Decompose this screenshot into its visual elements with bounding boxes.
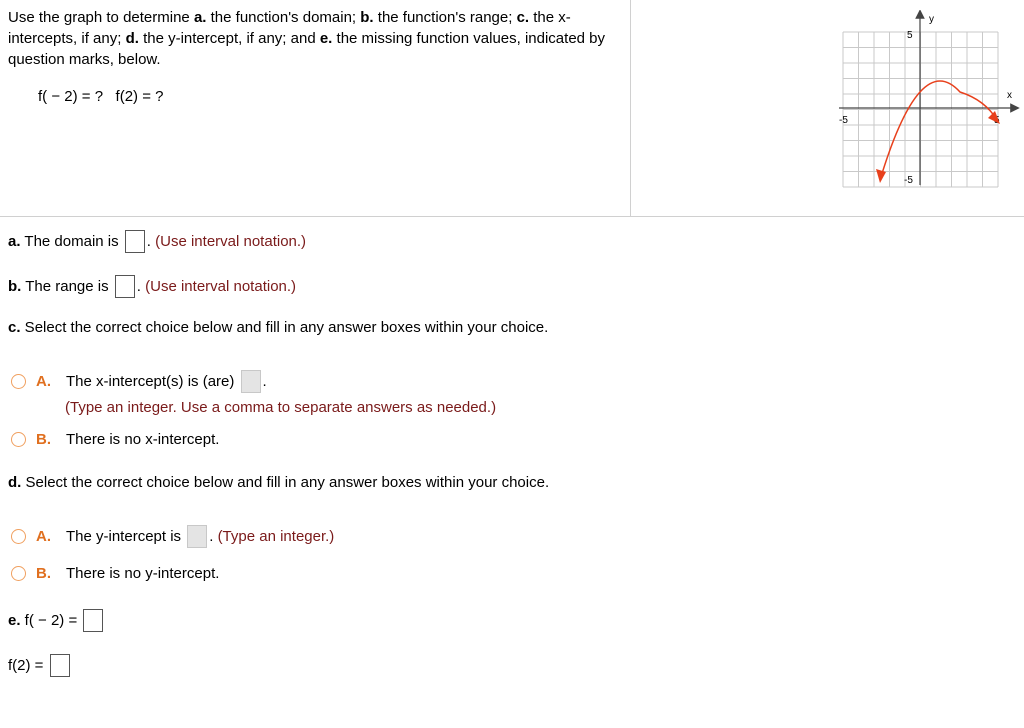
question-segment: the missing function values, indicated by question marks, below. <box>8 30 606 68</box>
choice-after: . <box>262 373 267 390</box>
f2-row <box>8 654 72 677</box>
label-b: b. <box>360 9 374 26</box>
part-c-prompt-text: Select the correct choice below and fill in any answer boxes within your choice. <box>20 319 549 336</box>
tick-label-neg-x: -5 <box>839 115 848 126</box>
y-axis-label: y <box>929 14 934 25</box>
question-segment: the function's range; <box>373 9 517 26</box>
part-d-prompt <box>8 474 549 491</box>
question-segment: the y-intercept, if any; and <box>138 30 320 47</box>
choice-after: . <box>209 528 218 545</box>
part-e-row <box>8 609 105 632</box>
part-a-hint: (Use interval notation.) <box>155 233 307 250</box>
choice-text: There is no x-intercept. <box>66 431 220 448</box>
domain-answer-box[interactable] <box>125 230 145 253</box>
part-c-choice-b[interactable] <box>11 431 219 448</box>
question-segment: Use the graph to determine <box>8 9 194 26</box>
function-curve <box>880 81 997 180</box>
range-answer-box[interactable] <box>115 275 135 298</box>
part-a-row <box>8 230 306 253</box>
part-a-after: . <box>146 233 156 250</box>
tick-label-pos-y: 5 <box>907 30 913 41</box>
choice-text: There is no y-intercept. <box>66 565 220 582</box>
y-intercept-answer-box[interactable] <box>187 525 207 548</box>
f2-label: f(2) = <box>8 657 48 674</box>
question-text <box>8 7 628 70</box>
f-neg2-answer-box[interactable] <box>83 609 103 632</box>
question-segment: the function's domain; <box>206 9 361 26</box>
part-c-label: c. <box>8 319 21 336</box>
label-a: a. <box>193 9 207 26</box>
part-b-hint: (Use interval notation.) <box>145 278 297 295</box>
radio-d-b[interactable] <box>11 566 26 581</box>
choice-letter: A. <box>36 528 51 545</box>
tick-label-neg-y: -5 <box>904 175 913 186</box>
radio-d-a[interactable] <box>11 529 26 544</box>
f-neg2-label: f( − 2) = <box>20 612 82 629</box>
label-d: d. <box>125 30 139 47</box>
part-b-text: The range is <box>21 278 113 295</box>
part-d-label: d. <box>8 474 22 491</box>
horizontal-divider <box>0 216 1024 217</box>
label-c: c. <box>516 9 530 26</box>
part-b-after: . <box>136 278 146 295</box>
part-a-text: The domain is <box>20 233 123 250</box>
radio-c-a[interactable] <box>11 374 26 389</box>
choice-letter: B. <box>36 565 51 582</box>
function-graph[interactable] <box>835 10 1020 190</box>
part-b-row <box>8 275 296 298</box>
radio-c-b[interactable] <box>11 432 26 447</box>
choice-letter: A. <box>36 373 51 390</box>
part-b-label: b. <box>8 278 22 295</box>
part-d-prompt-text: Select the correct choice below and fill in any answer boxes within your choice. <box>21 474 550 491</box>
vertical-divider <box>630 0 631 216</box>
part-e-label: e. <box>8 612 21 629</box>
choice-letter: B. <box>36 431 51 448</box>
question-segment: the x-intercepts, if any; <box>8 9 571 47</box>
choice-text: The x-intercept(s) is (are) <box>66 373 239 390</box>
f2-answer-box[interactable] <box>50 654 70 677</box>
label-e: e. <box>319 30 333 47</box>
part-d-choice-a[interactable] <box>11 525 334 548</box>
part-d-choice-b[interactable] <box>11 565 219 582</box>
part-d-choice-a-hint: (Type an integer.) <box>217 528 335 545</box>
part-c-choice-a-hint: (Type an integer. Use a comma to separate answers as needed.) <box>65 399 497 416</box>
x-intercept-answer-box[interactable] <box>241 370 261 393</box>
part-c-choice-a[interactable] <box>11 370 267 393</box>
choice-text: The y-intercept is <box>66 528 186 545</box>
function-values-prompt: f( − 2) = ? f(2) = ? <box>38 88 164 105</box>
part-c-prompt <box>8 319 548 336</box>
part-a-label: a. <box>8 233 21 250</box>
x-axis-label: x <box>1007 90 1012 101</box>
